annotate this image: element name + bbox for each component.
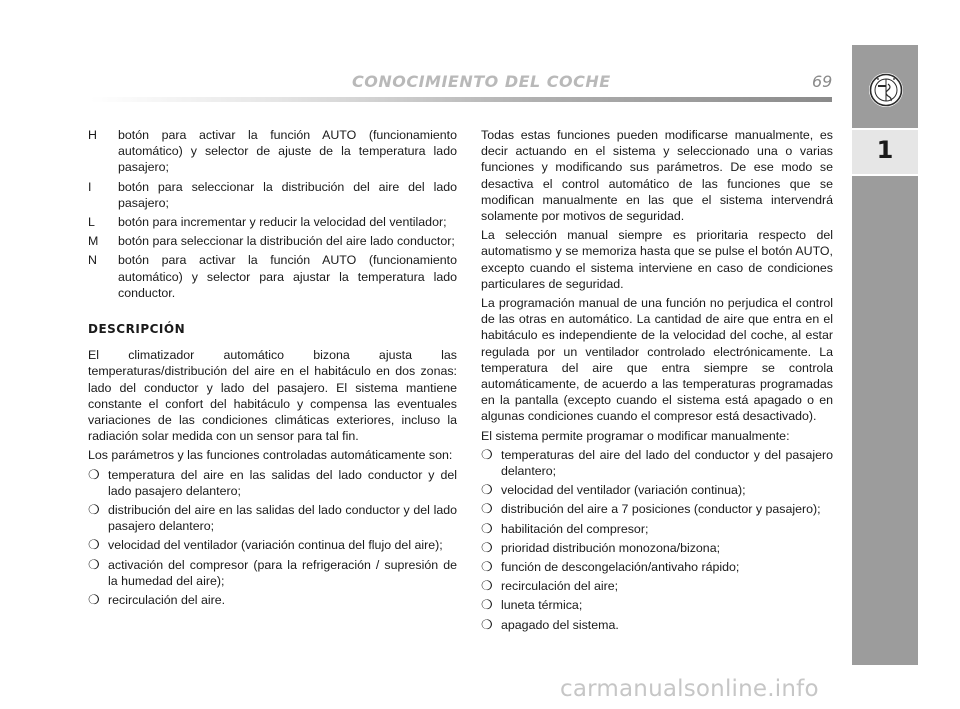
alfa-romeo-logo-icon: [868, 72, 904, 108]
bullet-item: [481, 597, 833, 613]
bullet-icon: ❍: [481, 446, 493, 462]
paragraph: La programación manual de una función no perjudica el control de las otras en automático. La cantidad de aire que entra en el habitáculo es independiente de la velocidad del coche, al estar regulada por un ventilador controlado electrónicamente. La temperatura del aire que entra siempre se controla automáticamente, de acuerdo a las temperaturas programadas en la pantalla (excepto cuando el sistema está apagado o en algunas condiciones cuando el compresor está desactivado).: [481, 296, 833, 424]
list-item: [88, 214, 457, 230]
bullet-text: velocidad del ventilador (variación continua);: [501, 483, 746, 498]
bullet-item: [88, 592, 457, 608]
bullet-item: [481, 559, 833, 575]
bullet-text: temperaturas del aire del lado del conductor y del pasajero delantero;: [501, 447, 833, 479]
bullet-item: [481, 521, 833, 537]
bullet-text: velocidad del ventilador (variación continua del flujo del aire);: [108, 538, 443, 553]
bullet-icon: ❍: [88, 592, 100, 608]
watermark: carmanualsonline.info: [560, 676, 819, 702]
bullet-item: [481, 578, 833, 594]
header-rule: [90, 97, 832, 102]
bullet-item: [88, 537, 457, 553]
list-item: [88, 252, 457, 301]
bullet-icon: ❍: [481, 578, 493, 594]
bullet-icon: ❍: [481, 482, 493, 498]
paragraph: Todas estas funciones pueden modificarse manualmente, es decir actuando en el sistema y seleccionado una o varias funciones y modificando sus parámetros. De ese modo se desactiva el control automático de las funciones que se modifican manualmente en las que el sistema intervendrá solamente por motivos de seguridad.: [481, 128, 833, 224]
bullet-item: [88, 502, 457, 534]
list-item: [88, 127, 457, 176]
bullet-text: activación del compresor (para la refrigeración / supresión de la humedad del aire);: [108, 557, 457, 588]
paragraph: El sistema permite programar o modificar manualmente:: [481, 428, 790, 443]
bullet-text: recirculación del aire;: [501, 579, 619, 594]
bullet-item: [481, 482, 833, 498]
page-number: 69: [812, 72, 833, 91]
right-column: [481, 127, 833, 636]
bullet-item: [88, 557, 457, 589]
item-key: I: [88, 179, 92, 194]
bullet-icon: ❍: [481, 501, 493, 517]
item-key: M: [88, 234, 99, 249]
bullet-item: [481, 540, 833, 556]
item-key: H: [88, 128, 97, 142]
bullet-text: distribución del aire en las salidas del lado conductor y del lado pasajero delantero;: [108, 503, 457, 534]
bullet-text: temperatura del aire en las salidas del lado conductor y del lado pasajero delantero;: [108, 467, 457, 498]
bullet-icon: ❍: [88, 556, 100, 572]
bullet-text: función de descongelación/antivaho rápido;: [501, 560, 740, 575]
bullet-text: apagado del sistema.: [501, 617, 619, 632]
paragraph: La selección manual siempre es prioritaria respecto del automatismo y se memoriza hasta que se pulse el botón AUTO, excepto cuando el sistema interviene en caso de condiciones particulares de seguridad.: [481, 228, 833, 291]
bullet-icon: ❍: [481, 616, 493, 632]
bullet-icon: ❍: [481, 597, 493, 613]
bullet-icon: ❍: [88, 466, 100, 482]
bullet-icon: ❍: [481, 520, 493, 536]
bullet-item: [481, 447, 833, 479]
bullet-text: recirculación del aire.: [108, 593, 226, 608]
paragraph: Los parámetros y las funciones controladas automáticamente son:: [88, 448, 453, 463]
page-header-title: CONOCIMIENTO DEL COCHE: [352, 72, 611, 91]
section-heading: DESCRIPCIÓN: [88, 322, 186, 337]
bullet-text: habilitación del compresor;: [501, 521, 649, 536]
bullet-item: [481, 501, 833, 517]
bullet-item: [88, 467, 457, 499]
list-item: [88, 233, 457, 249]
section-number: 1: [876, 136, 894, 164]
item-text: botón para activar la función AUTO (funcionamiento automático) y selector de ajuste de la temperatura lado pasajero;: [118, 128, 457, 175]
bullet-icon: ❍: [481, 539, 493, 555]
item-text: botón para seleccionar la distribución del aire del lado pasajero;: [118, 179, 457, 210]
bullet-icon: ❍: [481, 559, 493, 575]
item-text: botón para incrementar y reducir la velocidad del ventilador;: [118, 215, 447, 230]
list-item: [88, 179, 457, 211]
paragraph: El climatizador automático bizona ajusta las temperaturas/distribución del aire en el habitáculo en dos zonas: lado del conductor y lado del pasajero. El sistema mantiene constante el confort del habitáculo y compensa las eventuales variaciones de las condiciones climáticas exteriores, incluso la radiación solar medida con un sensor para tal fin.: [88, 348, 457, 444]
section-tab: [852, 128, 918, 176]
left-column: [88, 127, 457, 611]
item-key: N: [88, 253, 97, 268]
bullet-icon: ❍: [88, 502, 100, 518]
item-text: botón para activar la función AUTO (funcionamiento automático) y selector para ajustar la temperatura lado conductor.: [118, 253, 457, 300]
bullet-text: luneta térmica;: [501, 598, 583, 613]
item-text: botón para seleccionar la distribución del aire lado conductor;: [118, 234, 455, 249]
item-key: L: [88, 215, 95, 230]
bullet-text: distribución del aire a 7 posiciones (conductor y pasajero);: [501, 502, 821, 517]
bullet-icon: ❍: [88, 537, 100, 553]
bullet-text: prioridad distribución monozona/bizona;: [501, 540, 721, 555]
bullet-item: [481, 617, 833, 633]
